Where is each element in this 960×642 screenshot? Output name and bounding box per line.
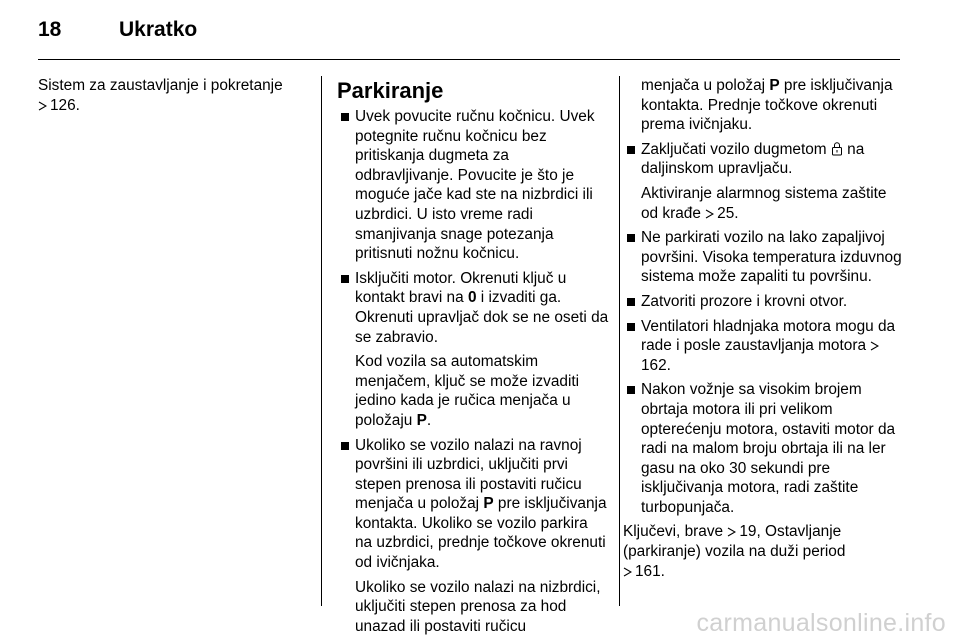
list-item: Ventilatori hladnjaka motora mogu da rade i posle zaustavljanja motora 162. [623,317,905,376]
page-reference-icon [623,567,632,577]
page-header [38,18,900,48]
page-number: 18 [38,18,62,41]
header-rule [38,59,900,60]
lock-button-icon [831,141,843,156]
list-item: Ne parkirati vozilo na lako zapaljivoj površini. Visoka temperatura izduvnog sistema može zapaliti tu površinu. [623,228,905,287]
page-reference-icon [870,341,879,351]
section-title: Parkiranje [337,78,444,103]
list-item-note: Ukoliko se vozilo nalazi na nizbrdici, uključiti stepen prenosa za hod unazad ili postaviti ručicu [355,578,601,635]
list-item: Zaključati vozilo dugmetom na daljinskom upravljaču. Aktiviranje alarmnog sistema zaštite od krađe 25. [623,140,905,223]
cross-reference-text: Sistem za zaustavljanje i pokretanje 126. [38,77,283,114]
chapter-title: Ukratko [119,18,198,41]
list-item-note: Kod vozila sa automatskim menjačem, ključ se može izvaditi jedino kada je ručica menjača u položaju P. [355,353,580,429]
column-3 [623,76,905,581]
list-item: Nakon vožnje sa visokim brojem obrtaja motora ili pri velikom opterećenju motora, ostaviti motor da radi na malom broju obrtaja ili na ler gasu na oko 30 sekundi pre isključivanja motora, radi zaštite turbopunjača. [623,380,905,517]
list-item: Isključiti motor. Okrenuti ključ u kontakt bravi na 0 i izvaditi ga. Okrenuti upravljač dok se ne oseti da se zabravio. Kod vozila sa automatskim menjačem, ključ se može izvaditi jedino kada je ručica menjača u položaju P. [337,269,609,431]
page-reference-icon [705,209,714,219]
column-divider [321,76,322,606]
page-reference-icon [727,527,736,537]
list-item-note: Aktiviranje alarmnog sistema zaštite od krađe 25. [641,184,887,222]
page-reference-icon [38,101,47,111]
list-item: Ukoliko se vozilo nalazi na ravnoj površini ili uzbrdici, uključiti prvi stepen prenosa ili postaviti ručicu menjača u položaj P pre isključivanja kontakta. Ukoliko se vozilo parkira na uzbrdici, prednje točkove okrenuti od ivičnjaka. Ukoliko se vozilo nalazi na nizbrdici, uključiti stepen prenosa za hod unazad ili postaviti ručicu [337,436,609,637]
list-item: Zatvoriti prozore i krovni otvor. [623,292,905,312]
list-item-continued: menjača u položaj P pre isključivanja kontakta. Prednje točkove okrenuti prema ivičnjaku. [641,77,893,134]
cross-reference-text: Ključevi, brave 19, Ostavljanje (parkiranje) vozila na duži period 161. [623,523,846,580]
column-1 [38,76,310,115]
column-divider [619,76,620,606]
watermark: carmanualsonline.info [696,609,946,637]
list-item: Uvek povucite ručnu kočnicu. Uvek potegnite ručnu kočnicu bez pritiskanja dugmeta za odbravljivanje. Povucite je što je moguće jače kad ste na nizbrdici ili uzbrdici. U isto vreme radi smanjivanja snage potezanja pritisnuti nožnu kočnicu. [337,107,609,264]
column-2 [337,76,609,641]
